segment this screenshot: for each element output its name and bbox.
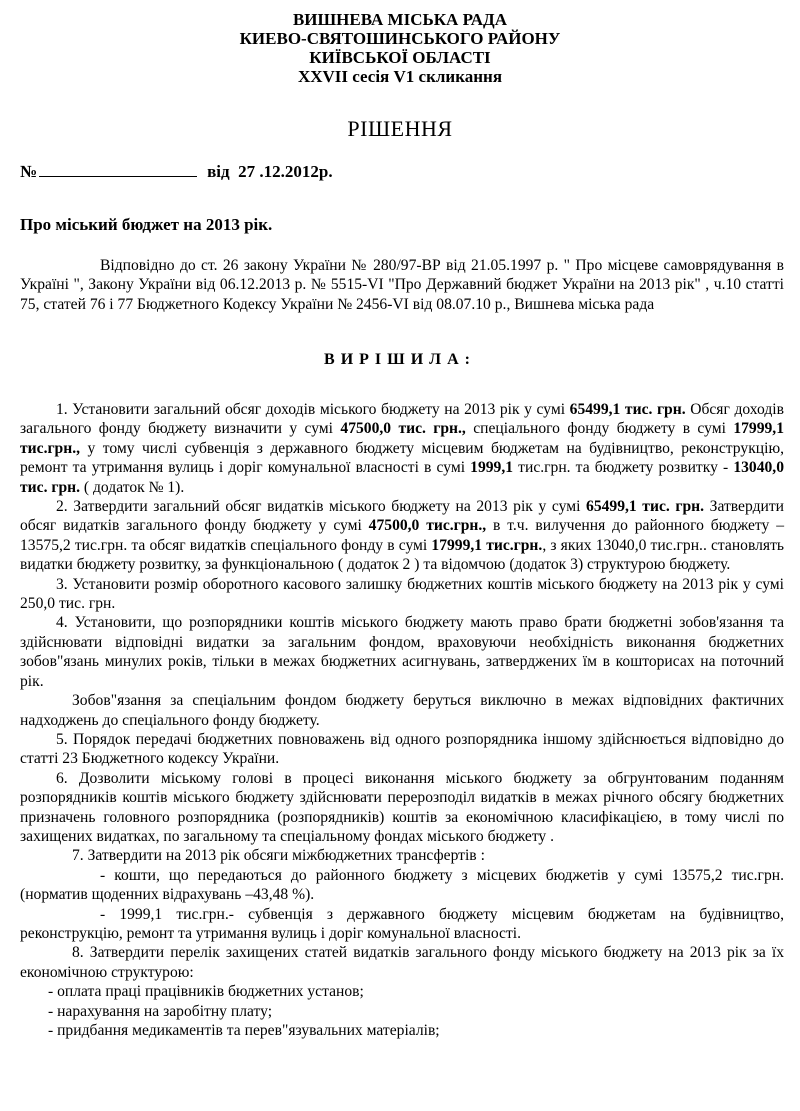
- item-7: 7. Затвердити на 2013 рік обсяги міжбюджетних трансфертів :: [72, 847, 485, 865]
- preamble: [20, 256, 784, 314]
- item-1: 1. Установити загальний обсяг доходів міського бюджету на 2013 рік у сумі 65499,1 тис. грн. Обсяг доходів загального фонду бюджету визначити у сумі 47500,0 тис. грн., спеціального фонду бюджету в сумі 17999,1 тис.грн., у тому числі субвенція з державного бюджету місцевим бюджетам на будівництво, реконструкцію, ремонт та утримання вулиць і доріг комунальної власності в сумі 1999,1 тис.грн. та бюджету розвитку - 13040,0 тис. грн. ( додаток № 1).: [20, 401, 784, 496]
- date-prefix: від: [207, 162, 230, 181]
- council-name: ВИШНЕВА МІСЬКА РАДА: [292, 10, 508, 29]
- list-item: - придбання медикаментів та перев"язувальних матеріалів;: [48, 1022, 440, 1039]
- item-3: 3. Установити розмір оборотного касового залишку бюджетних коштів міського бюджету на 2013 рік у сумі 250,0 тис. грн.: [20, 575, 784, 613]
- item-4-obligations: Зобов"язання за спеціальним фондом бюджету беруться виключно в межах відповідних фактичних надходжень до спеціального фонду бюджету.: [20, 692, 784, 729]
- decision-subject: Про міський бюджет на 2013 рік.: [20, 215, 273, 234]
- decision-items: [20, 400, 784, 1040]
- list-item: - нарахування на заробітну плату;: [48, 1002, 273, 1020]
- document-header: [0, 10, 800, 86]
- number-blank: [39, 162, 197, 177]
- document-title: РІШЕННЯ: [347, 116, 453, 141]
- item-8: 8. Затвердити перелік захищених статей видатків загального фонду міського бюджету на 2013 рік за їх економічною структурою:: [20, 944, 784, 981]
- list-item: - оплата праці працівників бюджетних установ;: [48, 983, 364, 1001]
- session-info: XXVII сесія V1 скликання: [297, 67, 503, 86]
- item-2: 2. Затвердити загальний обсяг видатків міського бюджету на 2013 рік у сумі 65499,1 тис. грн. Затвердити обсяг видатків загального фонду бюджету у сумі 47500,0 тис.грн., в т.ч. вилучення до районного бюджету – 13575,2 тис.грн. та обсяг видатків спеціального фонду в сумі 17999,1 тис.грн., з яких 13040,0 тис.грн.. становлять видатки бюджету розвитку, за функціональною ( додаток 2 ) та відомчою (додаток 3) структурою бюджету.: [20, 498, 785, 574]
- number-prefix: №: [20, 162, 38, 181]
- decision-date: 27 .12.2012р.: [238, 162, 333, 181]
- item-5: 5. Порядок передачі бюджетних повноважень від одного розпорядника іншому здійснюється відповідно до статті 23 Бюджетного кодексу України.: [20, 730, 784, 768]
- item-4: 4. Установити, що розпорядники коштів міського бюджету мають право брати бюджетні зобов'язання та здійснювати відповідні видатки за загальним фондом, враховуючи необхідність виконання бюджетних зобов"язань минулих років, тільки в межах бюджетних асигнувань, затверджених їм в кошторисах на поточний рік.: [20, 614, 784, 690]
- item-7-transfer-a: - кошти, що передаються до районного бюджету з місцевих бюджетів у сумі 13575,2 тис.грн. (норматив щоденних відрахувань –43,48 %).: [20, 866, 784, 904]
- decided-heading: ВИРІШИЛА:: [324, 351, 476, 368]
- item-6: 6. Дозволити міському голові в процесі виконання міського бюджету за обгрунтованим поданням розпорядників коштів міського бюджету здійснювати перерозподіл видатків в межах річного обсягу бюджетних призначень головного розпорядника (розпорядників) коштів за економічною класифікацією, в тому числі по захищених видатках, по загальному та спеціальному фондах міського бюджету .: [20, 769, 784, 845]
- preamble-text: Відповідно до ст. 26 закону України № 280/97-ВР від 21.05.1997 р. " Про місцеве самоврядування в Україні ", Закону України від 06.12.2013 р. № 5515-VI "Про Державний бюджет України на 2013 рік" , ч.10 статті 75, статей 76 і 77 Бюджетного Кодексу України № 2456-VI від 08.07.10 р., Вишнева міська рада: [20, 257, 784, 313]
- district-name: КИЕВО-СВЯТОШИНСЬКОГО РАЙОНУ: [239, 29, 561, 48]
- decision-number-line: [20, 162, 333, 182]
- region-name: КИЇВСЬКОЇ ОБЛАСТІ: [309, 48, 491, 67]
- item-7-transfer-b: - 1999,1 тис.грн.- субвенція з державного бюджету місцевим бюджетам на будівництво, реконструкцію, ремонт та утримання вулиць і доріг комунальної власності.: [20, 905, 784, 942]
